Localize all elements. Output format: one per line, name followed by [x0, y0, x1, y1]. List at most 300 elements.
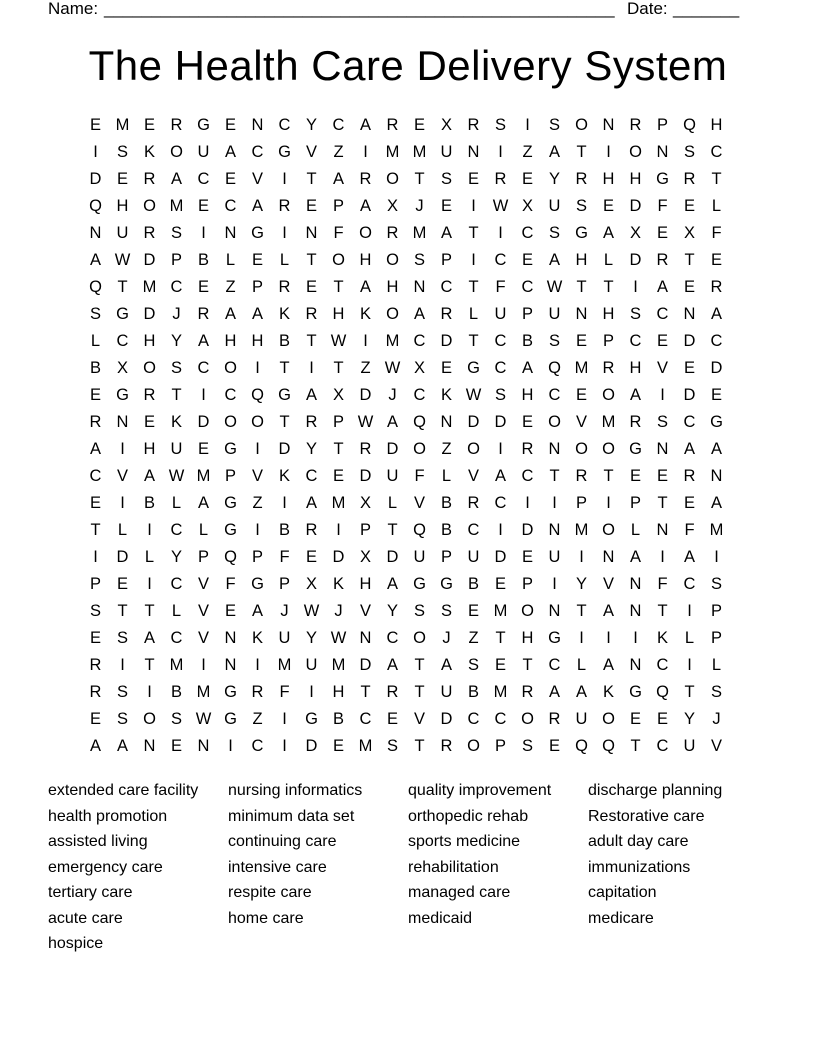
grid-letter: W	[357, 413, 374, 431]
grid-letter: V	[251, 467, 263, 485]
grid-letter: N	[359, 629, 372, 647]
grid-letter: D	[386, 548, 399, 566]
grid-letter: V	[197, 629, 209, 647]
grid-letter: B	[278, 521, 290, 539]
grid-letter: H	[629, 359, 642, 377]
grid-letter: H	[602, 305, 615, 323]
grid-letter: C	[521, 224, 534, 242]
grid-letter: N	[602, 548, 615, 566]
grid-letter: N	[116, 413, 129, 431]
grid-letter: S	[683, 143, 695, 161]
grid-letter: I	[633, 629, 638, 647]
grid-letter: C	[224, 197, 237, 215]
grid-letter: N	[710, 467, 723, 485]
grid-letter: T	[171, 386, 182, 404]
grid-letter: E	[413, 116, 425, 134]
grid-letter: C	[494, 710, 507, 728]
grid-letter: S	[710, 683, 722, 701]
grid-letter: L	[144, 548, 155, 566]
grid-letter: R	[359, 440, 372, 458]
grid-letter: E	[305, 548, 317, 566]
grid-letter: T	[360, 683, 371, 701]
grid-letter: F	[495, 278, 506, 296]
grid-letter: L	[171, 602, 182, 620]
grid-letter: E	[683, 494, 695, 512]
grid-letter: M	[169, 197, 184, 215]
grid-letter: T	[333, 278, 344, 296]
grid-letter: T	[333, 359, 344, 377]
grid-letter: I	[282, 710, 287, 728]
grid-letter: S	[89, 305, 101, 323]
grid-letter: L	[711, 197, 722, 215]
grid-letter: S	[116, 629, 128, 647]
grid-letter: G	[224, 521, 237, 539]
grid-letter: H	[143, 332, 156, 350]
grid-letter: N	[467, 143, 480, 161]
grid-letter: A	[197, 332, 209, 350]
grid-letter: E	[629, 467, 641, 485]
grid-letter: R	[170, 116, 183, 134]
grid-letter: R	[386, 116, 399, 134]
grid-letter: A	[224, 143, 236, 161]
grid-letter: I	[282, 170, 287, 188]
word-list-item: respite care	[228, 884, 312, 901]
grid-letter: G	[440, 575, 453, 593]
grid-row	[82, 598, 732, 625]
grid-letter: W	[114, 251, 131, 269]
grid-letter: R	[575, 467, 588, 485]
grid-letter: J	[280, 602, 289, 620]
grid-letter: S	[548, 332, 560, 350]
grid-letter: G	[116, 386, 129, 404]
grid-letter: M	[574, 359, 589, 377]
grid-letter: G	[251, 224, 264, 242]
grid-letter: T	[684, 683, 695, 701]
grid-letter: C	[170, 629, 183, 647]
grid-letter: E	[602, 197, 614, 215]
grid-letter: P	[170, 251, 182, 269]
grid-letter: I	[471, 251, 476, 269]
grid-letter: K	[170, 413, 182, 431]
grid-letter: E	[332, 467, 344, 485]
grid-letter: R	[602, 359, 615, 377]
grid-letter: Z	[252, 710, 263, 728]
grid-letter: T	[684, 251, 695, 269]
grid-letter: C	[386, 629, 399, 647]
grid-letter: P	[359, 521, 371, 539]
grid-letter: P	[440, 251, 452, 269]
grid-letter: N	[683, 305, 696, 323]
grid-letter: X	[359, 548, 371, 566]
grid-letter: I	[336, 521, 341, 539]
grid-letter: F	[657, 575, 668, 593]
grid-letter: M	[358, 737, 373, 755]
grid-letter: E	[197, 440, 209, 458]
grid-letter: R	[278, 197, 291, 215]
grid-letter: T	[279, 359, 290, 377]
grid-letter: G	[656, 170, 669, 188]
grid-letter: X	[359, 494, 371, 512]
grid-letter: Y	[386, 602, 398, 620]
grid-letter: A	[170, 170, 182, 188]
grid-letter: N	[602, 116, 615, 134]
grid-letter: E	[305, 197, 317, 215]
grid-letter: W	[330, 332, 347, 350]
grid-letter: R	[467, 116, 480, 134]
grid-letter: K	[278, 467, 290, 485]
grid-letter: O	[467, 440, 480, 458]
grid-letter: C	[467, 710, 480, 728]
grid-letter: V	[305, 143, 317, 161]
grid-row	[82, 301, 732, 328]
grid-letter: B	[89, 359, 101, 377]
grid-letter: C	[359, 710, 372, 728]
grid-letter: C	[656, 656, 669, 674]
grid-letter: S	[170, 359, 182, 377]
grid-letter: O	[548, 413, 561, 431]
grid-letter: I	[147, 521, 152, 539]
grid-letter: M	[601, 413, 616, 431]
grid-letter: H	[332, 305, 345, 323]
grid-letter: G	[548, 629, 561, 647]
grid-letter: O	[602, 386, 615, 404]
grid-letter: C	[548, 386, 561, 404]
grid-letter: C	[494, 494, 507, 512]
grid-letter: R	[494, 170, 507, 188]
grid-letter: B	[197, 251, 209, 269]
grid-letter: C	[710, 143, 723, 161]
word-list-item: Restorative care	[588, 807, 705, 825]
grid-letter: C	[170, 575, 183, 593]
grid-letter: R	[386, 224, 399, 242]
grid-letter: E	[224, 116, 236, 134]
grid-letter: M	[709, 521, 724, 539]
grid-letter: I	[498, 143, 503, 161]
grid-letter: E	[521, 170, 533, 188]
grid-letter: I	[498, 224, 503, 242]
grid-letter: U	[440, 683, 453, 701]
grid-letter: A	[143, 629, 155, 647]
grid-letter: Q	[548, 359, 561, 377]
word-list-item: health promotion	[48, 807, 168, 825]
grid-letter: D	[278, 440, 291, 458]
grid-letter: C	[170, 521, 183, 539]
grid-letter: C	[629, 332, 642, 350]
grid-row	[82, 571, 732, 598]
grid-letter: I	[282, 224, 287, 242]
word-list-item: discharge planning	[588, 782, 723, 799]
grid-letter: F	[657, 197, 668, 215]
grid-letter: C	[305, 467, 318, 485]
grid-letter: C	[197, 359, 210, 377]
grid-letter: Q	[413, 521, 426, 539]
grid-letter: Y	[305, 116, 317, 134]
grid-letter: N	[629, 602, 642, 620]
grid-letter: T	[468, 224, 479, 242]
grid-letter: D	[197, 413, 210, 431]
grid-letter: T	[144, 602, 155, 620]
grid-letter: A	[359, 278, 371, 296]
grid-letter: D	[629, 197, 642, 215]
grid-letter: E	[440, 359, 452, 377]
grid-letter: I	[363, 332, 368, 350]
word-list-item: minimum data set	[228, 807, 355, 825]
grid-letter: S	[440, 602, 452, 620]
grid-letter: I	[714, 548, 719, 566]
word-list-item: orthopedic rehab	[408, 807, 529, 825]
word-list-item: extended care facility	[48, 782, 199, 799]
grid-letter: C	[197, 170, 210, 188]
grid-letter: T	[117, 278, 128, 296]
grid-letter: O	[224, 413, 237, 431]
word-list-item: continuing care	[228, 833, 337, 850]
grid-letter: R	[440, 737, 453, 755]
grid-letter: X	[386, 197, 398, 215]
grid-letter: E	[116, 170, 128, 188]
grid-letter: L	[387, 494, 398, 512]
grid-letter: I	[471, 197, 476, 215]
grid-letter: A	[710, 440, 722, 458]
grid-letter: M	[412, 143, 427, 161]
word-list-item: emergency care	[48, 858, 163, 876]
grid-letter: E	[656, 224, 668, 242]
grid-letter: E	[116, 575, 128, 593]
grid-letter: X	[413, 359, 425, 377]
grid-letter: O	[143, 197, 156, 215]
grid-letter: Q	[413, 413, 426, 431]
grid-letter: I	[579, 629, 584, 647]
date-blank-line: _______	[673, 0, 740, 18]
grid-letter: P	[197, 548, 209, 566]
grid-letter: C	[548, 656, 561, 674]
grid-letter: I	[498, 440, 503, 458]
grid-letter: V	[710, 737, 722, 755]
name-blank-line: ______________________________________________________	[104, 0, 615, 18]
grid-letter: A	[521, 359, 533, 377]
grid-letter: W	[492, 197, 509, 215]
grid-letter: W	[195, 710, 212, 728]
grid-letter: E	[656, 332, 668, 350]
grid-letter: A	[143, 467, 155, 485]
grid-letter: P	[440, 548, 452, 566]
grid-letter: R	[629, 116, 642, 134]
grid-letter: P	[494, 737, 506, 755]
grid-letter: A	[440, 224, 452, 242]
grid-letter: P	[332, 413, 344, 431]
grid-letter: N	[575, 305, 588, 323]
grid-letter: E	[197, 197, 209, 215]
grid-letter: R	[305, 413, 318, 431]
grid-letter: I	[147, 683, 152, 701]
grid-letter: R	[683, 170, 696, 188]
grid-letter: U	[548, 305, 561, 323]
grid-letter: C	[413, 332, 426, 350]
grid-letter: G	[629, 440, 642, 458]
grid-letter: R	[278, 278, 291, 296]
grid-row	[82, 517, 732, 544]
grid-letter: Y	[170, 548, 182, 566]
grid-letter: R	[143, 386, 156, 404]
grid-letter: C	[521, 278, 534, 296]
grid-letter: H	[251, 332, 264, 350]
grid-letter: O	[332, 251, 345, 269]
grid-letter: O	[521, 602, 534, 620]
grid-letter: E	[197, 278, 209, 296]
grid-letter: D	[683, 386, 696, 404]
grid-letter: E	[251, 251, 263, 269]
grid-letter: S	[575, 197, 587, 215]
grid-letter: O	[629, 143, 642, 161]
grid-letter: S	[413, 251, 425, 269]
grid-letter: E	[548, 737, 560, 755]
grid-letter: N	[656, 440, 669, 458]
grid-letter: E	[467, 602, 479, 620]
word-list-item: hospice	[48, 935, 104, 952]
grid-letter: C	[251, 143, 264, 161]
grid-letter: L	[171, 494, 182, 512]
grid-letter: I	[120, 494, 125, 512]
grid-letter: Y	[305, 440, 317, 458]
grid-letter: O	[575, 116, 588, 134]
grid-letter: T	[306, 332, 317, 350]
grid-letter: A	[602, 656, 614, 674]
grid-letter: O	[386, 170, 399, 188]
grid-letter: N	[440, 413, 453, 431]
grid-row	[82, 733, 732, 760]
grid-letter: B	[440, 521, 452, 539]
grid-letter: A	[251, 197, 263, 215]
grid-letter: U	[548, 548, 561, 566]
grid-letter: K	[359, 305, 371, 323]
grid-letter: B	[467, 683, 479, 701]
grid-letter: N	[224, 656, 237, 674]
grid-letter: U	[548, 197, 561, 215]
grid-letter: M	[493, 683, 508, 701]
grid-letter: B	[170, 683, 182, 701]
grid-letter: V	[413, 710, 425, 728]
grid-letter: R	[386, 683, 399, 701]
grid-letter: S	[548, 116, 560, 134]
name-date-header	[48, 0, 768, 20]
grid-letter: J	[172, 305, 181, 323]
grid-letter: K	[251, 629, 263, 647]
grid-letter: Y	[683, 710, 695, 728]
grid-letter: R	[305, 305, 318, 323]
grid-letter: C	[494, 332, 507, 350]
page-title: The Health Care Delivery System	[88, 42, 728, 89]
grid-letter: I	[201, 656, 206, 674]
grid-letter: R	[575, 170, 588, 188]
grid-letter: E	[89, 386, 101, 404]
grid-letter: R	[521, 440, 534, 458]
grid-letter: A	[305, 494, 317, 512]
grid-letter: I	[120, 440, 125, 458]
grid-letter: X	[521, 197, 533, 215]
word-list-item: quality improvement	[408, 782, 552, 799]
grid-letter: E	[332, 737, 344, 755]
grid-letter: S	[116, 143, 128, 161]
grid-letter: Z	[252, 494, 263, 512]
grid-row	[82, 112, 732, 139]
grid-letter: G	[224, 683, 237, 701]
grid-letter: A	[683, 548, 695, 566]
grid-letter: E	[170, 737, 182, 755]
grid-letter: Z	[441, 440, 452, 458]
grid-letter: H	[116, 197, 129, 215]
grid-letter: A	[386, 656, 398, 674]
grid-letter: Z	[522, 143, 533, 161]
grid-letter: C	[494, 251, 507, 269]
grid-letter: A	[575, 683, 587, 701]
grid-letter: I	[660, 386, 665, 404]
grid-letter: U	[575, 710, 588, 728]
grid-letter: E	[89, 629, 101, 647]
grid-letter: A	[602, 602, 614, 620]
grid-letter: C	[467, 521, 480, 539]
grid-letter: T	[576, 143, 587, 161]
grid-letter: A	[548, 251, 560, 269]
date-label: Date:	[627, 0, 668, 18]
grid-letter: N	[629, 656, 642, 674]
grid-letter: O	[386, 305, 399, 323]
grid-letter: I	[498, 521, 503, 539]
grid-letter: P	[251, 278, 263, 296]
grid-letter: X	[332, 386, 344, 404]
grid-letter: W	[384, 359, 401, 377]
grid-letter: M	[574, 521, 589, 539]
grid-letter: I	[255, 359, 260, 377]
grid-letter: S	[548, 224, 560, 242]
grid-letter: P	[629, 494, 641, 512]
grid-letter: L	[630, 521, 641, 539]
grid-letter: N	[548, 602, 561, 620]
grid-letter: G	[467, 359, 480, 377]
grid-letter: N	[656, 521, 669, 539]
grid-letter: A	[710, 305, 722, 323]
grid-letter: I	[552, 494, 557, 512]
grid-letter: S	[656, 413, 668, 431]
grid-letter: G	[305, 710, 318, 728]
grid-letter: Y	[575, 575, 587, 593]
grid-letter: P	[521, 305, 533, 323]
grid-letter: E	[224, 602, 236, 620]
grid-letter: A	[197, 494, 209, 512]
grid-letter: T	[603, 467, 614, 485]
grid-letter: I	[93, 548, 98, 566]
grid-letter: G	[413, 575, 426, 593]
grid-letter: N	[548, 440, 561, 458]
grid-letter: B	[143, 494, 155, 512]
grid-letter: G	[224, 440, 237, 458]
grid-letter: W	[168, 467, 185, 485]
grid-row	[82, 436, 732, 463]
grid-letter: O	[224, 359, 237, 377]
grid-row	[82, 193, 732, 220]
grid-letter: J	[334, 602, 343, 620]
grid-letter: R	[521, 683, 534, 701]
grid-letter: V	[197, 575, 209, 593]
grid-letter: E	[89, 116, 101, 134]
grid-letter: Q	[251, 386, 264, 404]
grid-letter: O	[602, 710, 615, 728]
grid-letter: T	[468, 278, 479, 296]
grid-letter: O	[143, 359, 156, 377]
grid-letter: R	[548, 710, 561, 728]
grid-letter: E	[683, 197, 695, 215]
grid-letter: A	[386, 575, 398, 593]
grid-letter: U	[386, 467, 399, 485]
grid-letter: E	[494, 656, 506, 674]
